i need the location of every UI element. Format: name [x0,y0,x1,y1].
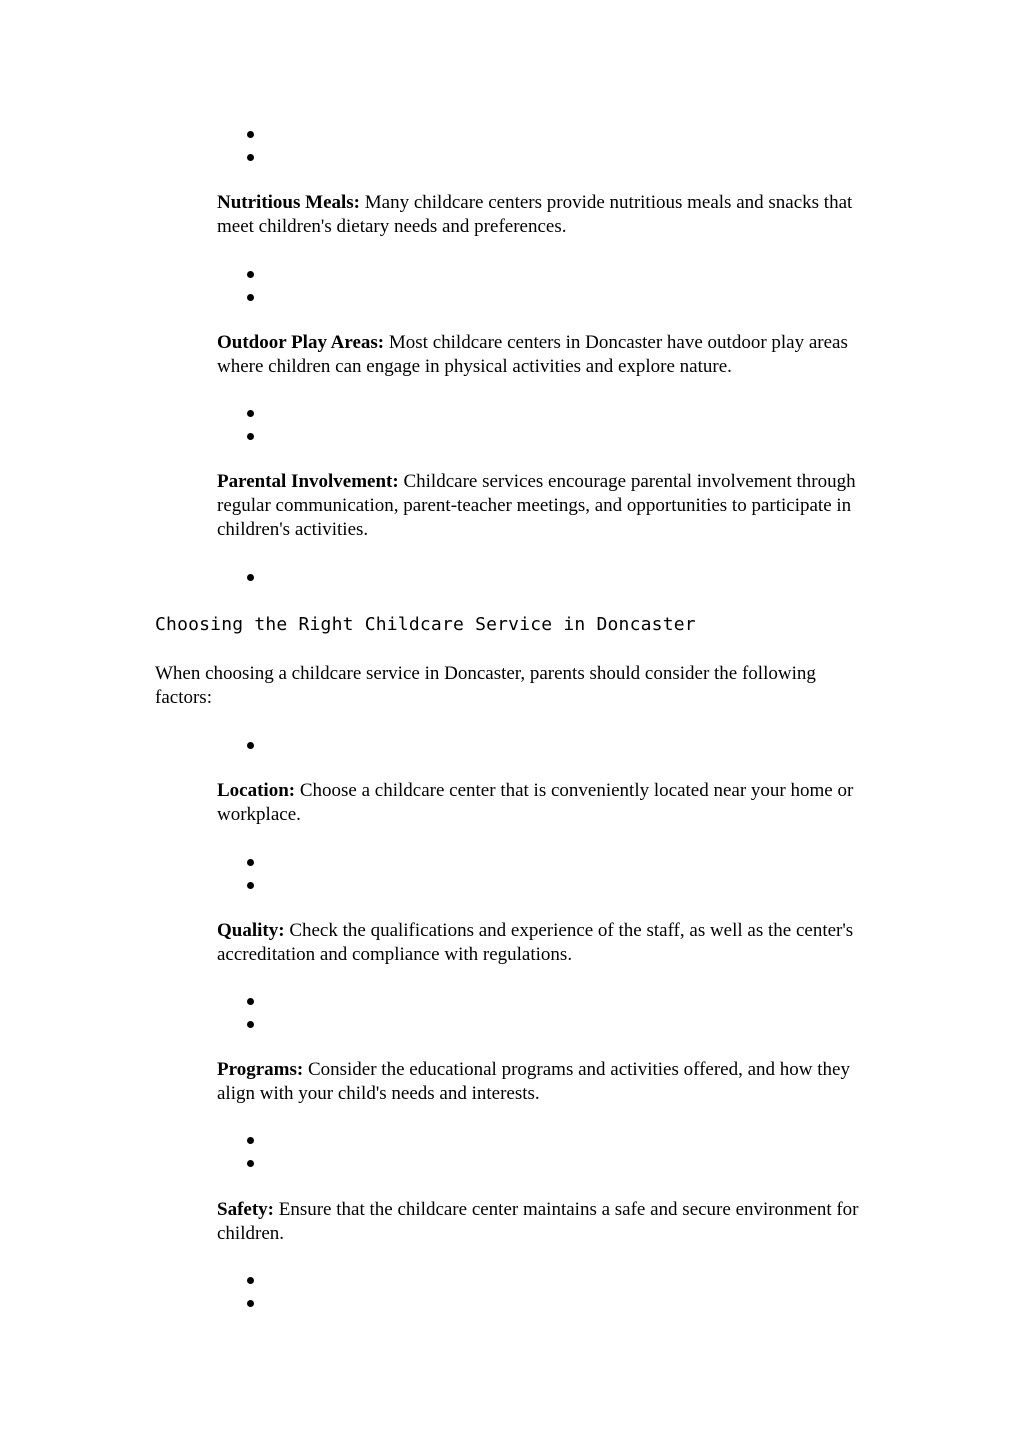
paragraph-text: Many childcare centers provide nutritious meals and snacks that meet children's dietary needs and preferences. [217,192,853,237]
list-bullet [247,1160,254,1167]
list-bullet [247,574,254,581]
paragraph-term: Programs: [217,1059,304,1080]
list-bullet [247,1277,254,1284]
intro-paragraph: When choosing a childcare service in Doncaster, parents should consider the following factors: [155,663,816,708]
list-bullet [247,410,254,417]
paragraph-text: Choose a childcare center that is conveniently located near your home or workplace. [217,780,854,825]
list-bullet [247,154,254,161]
location-paragraph [217,779,877,827]
paragraph-term: Parental Involvement: [217,471,399,492]
list-bullet [247,1137,254,1144]
paragraph-term: Outdoor Play Areas: [217,332,385,353]
paragraph-term: Nutritious Meals: [217,192,361,213]
paragraph-term: Quality: [217,920,285,941]
paragraph-term: Safety: [217,1199,274,1220]
safety-paragraph [217,1198,877,1246]
list-bullet [247,1300,254,1307]
list-bullet [247,742,254,749]
list-bullet [247,1021,254,1028]
list-bullet [247,998,254,1005]
list-bullet [247,859,254,866]
parental-involvement-paragraph [217,470,877,542]
list-bullet [247,271,254,278]
list-bullet [247,294,254,301]
section-heading: Choosing the Right Childcare Service in Doncaster [155,614,696,635]
paragraph-text: Check the qualifications and experience of the staff, as well as the center's accreditation and compliance with regulations. [217,920,854,965]
paragraph-text: Ensure that the childcare center maintains a safe and secure environment for children. [217,1199,859,1244]
list-bullet [247,433,254,440]
paragraph-text: Most childcare centers in Doncaster have outdoor play areas where children can engage in physical activities and explore nature. [217,332,848,377]
paragraph-term: Location: [217,780,296,801]
list-bullet [247,882,254,889]
nutritious-meals-paragraph [217,191,877,239]
paragraph-text: Childcare services encourage parental involvement through regular communication, parent-teacher meetings, and opportunities to participate in children's activities. [217,471,856,540]
list-bullet [247,131,254,138]
outdoor-play-paragraph [217,331,877,379]
paragraph-text: Consider the educational programs and activities offered, and how they align with your child's needs and interests. [217,1059,850,1104]
quality-paragraph [217,919,877,967]
programs-paragraph [217,1058,877,1106]
